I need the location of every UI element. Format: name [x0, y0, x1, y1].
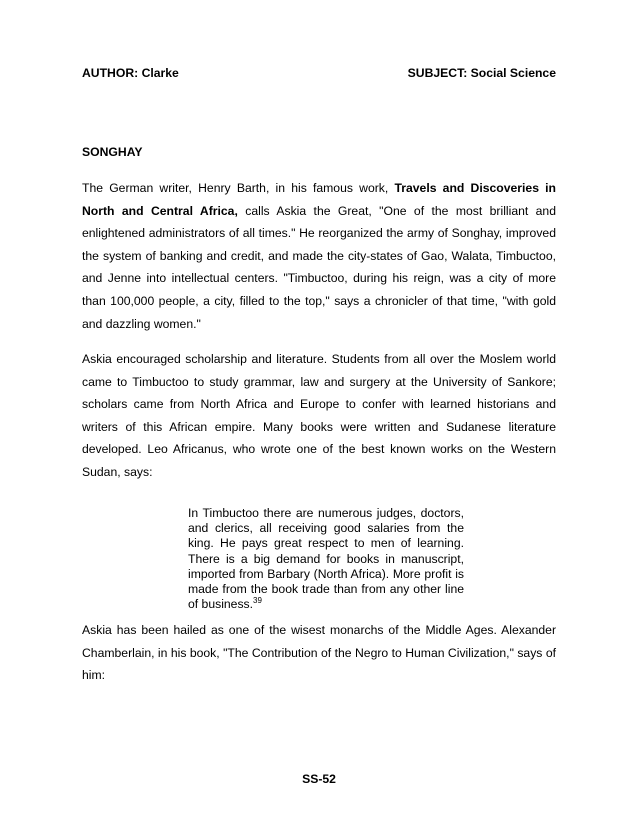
paragraph-2: Askia encouraged scholarship and literature. Students from all over the Moslem world came to Timbuctoo to study grammar, law and surgery at the University of Sankore; scholars came from North Africa and Europe to confer with learned historians and writers of this African empire. Many books were written and Sudanese literature developed. Leo Africanus, who wrote one of the best known works on the Western Sudan, says:: [82, 352, 556, 479]
book-title: Travels and Discoveries in North and Central Africa,: [82, 181, 556, 218]
page-number: SS-52: [302, 772, 336, 786]
paragraph-1-rest: calls Askia the Great, "One of the most brilliant and enlightened administrators of all times." He reorganized the army of Songhay, improved the system of banking and credit, and made the city-states of Gao, Walata, Timbuctoo, and Jenne into intellectual centers. "Timbuctoo, during his reign, was a city of more than 100,000 people, a city, filled to the top," says a chronicler of that time, "with gold and dazzling women.": [82, 203, 556, 331]
paragraph-1: [82, 177, 556, 335]
paragraph-1-intro: The German writer, Henry Barth, in his famous work,: [82, 181, 395, 195]
footnote-marker: 39: [253, 596, 262, 606]
block-quote: [188, 506, 464, 612]
author-label: AUTHOR: Clarke: [82, 66, 179, 80]
subject-label: SUBJECT: Social Science: [407, 66, 556, 80]
block-quote-text: In Timbuctoo there are numerous judges, doctors, and clerics, all receiving good salaries from the king. He pays great respect to men of learning. There is a big demand for books in manuscript, imported from Barbary (North Africa). More profit is made from the book trade than from any other line of business.: [188, 506, 464, 612]
section-title: SONGHAY: [82, 145, 143, 159]
paragraph-3: Askia has been hailed as one of the wisest monarchs of the Middle Ages. Alexander Chamberlain, in his book, "The Contribution of the Negro to Human Civilization," says of him:: [82, 623, 556, 683]
page-header: [82, 66, 556, 82]
